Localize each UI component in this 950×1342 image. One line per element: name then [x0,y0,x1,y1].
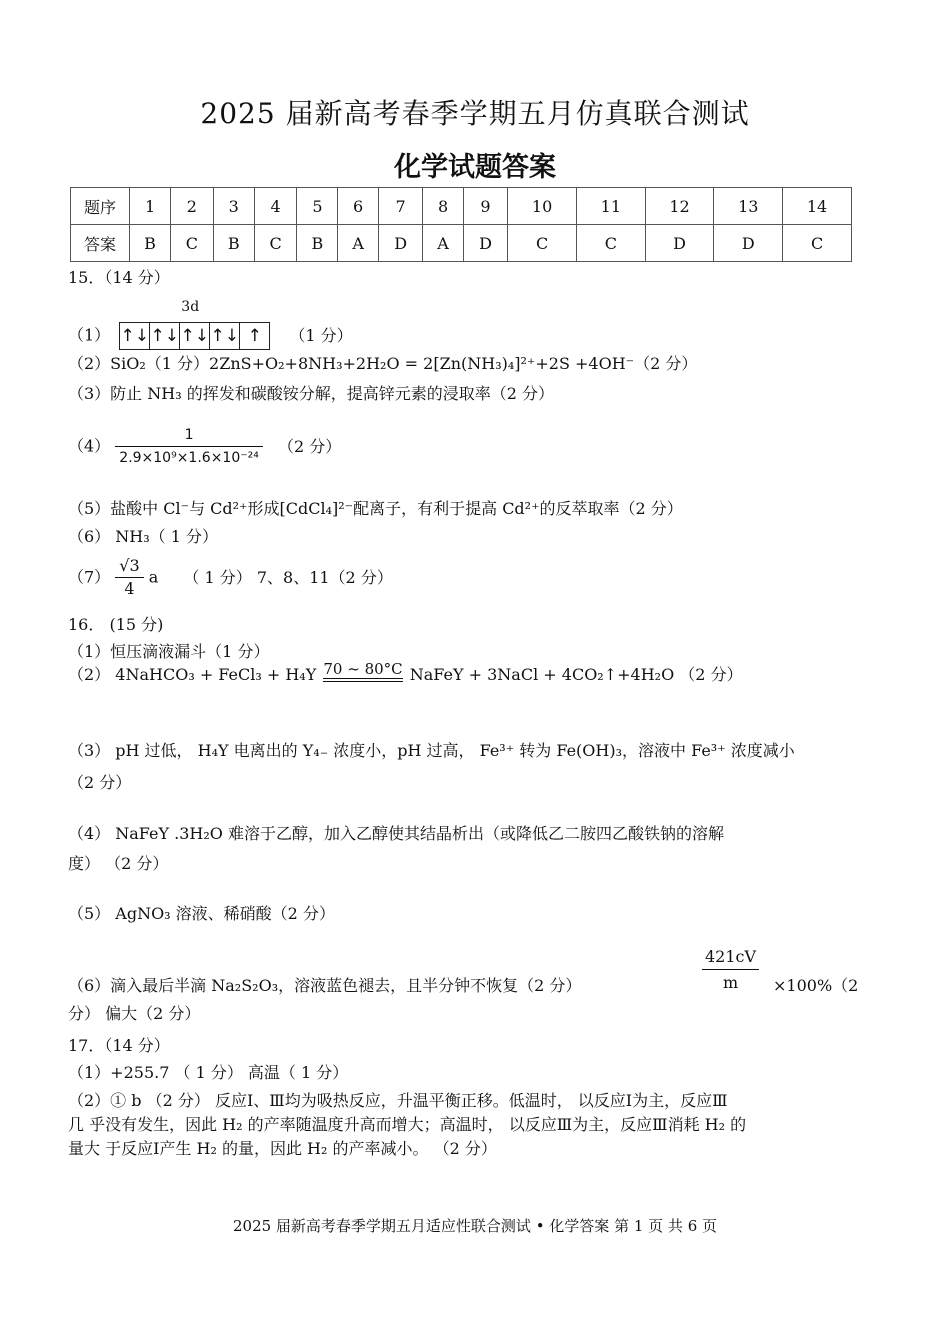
orbital-box: ↑ [247,326,262,346]
fraction-denominator: 2.9×10⁹×1.6×10⁻²⁴ [119,450,259,466]
answer-cell: D [645,225,714,262]
fraction-numerator: 1 [115,424,263,447]
row-label-number: 题序 [71,188,130,225]
answer-cell: C [254,225,297,262]
orbital-box: ↑↓ [210,323,240,349]
q16-part3-line2: （2 分） [68,773,132,792]
q15-part1-label: （1） [68,325,111,345]
q17-part1: （1）+255.7 （ 1 分） 高温（ 1 分） [68,1063,349,1082]
question-number-cell: 5 [297,188,338,225]
question-number-cell: 1 [130,188,171,225]
answer-cell: A [423,225,463,262]
q15-part1-score: （1 分） [289,325,353,345]
q15-part4-score: （2 分） [277,436,342,456]
orbital-box: ↑↓ [150,323,180,349]
q16-part4-line1: （4） NaFeY .3H₂O 难溶于乙醇，加入乙醇使其结晶析出（或降低乙二胺四乙酸铁钠的溶解 [68,824,724,843]
answer-cell: B [213,225,254,262]
answer-table-number-row [71,188,852,225]
q16-part2 [68,660,743,686]
q16-part2-reactants: 4NaHCO₃ + FeCl₃ + H₄Y [115,665,317,684]
reaction-condition-text: 70 ~ 80°C [323,660,403,678]
q15-part7-fraction [115,555,143,600]
document-title: 2025 届新高考春季学期五月仿真联合测试 [200,97,750,130]
answer-cell: A [338,225,378,262]
question-number-cell: 11 [576,188,645,225]
q15-part1 [68,299,353,350]
q17-part2-line3: 量大 于反应Ⅰ产生 H₂ 的量，因此 H₂ 的产率减小。 （2 分） [68,1139,497,1158]
answer-cell: C [508,225,577,262]
answer-table-answer-row [71,225,852,262]
answer-cell: D [378,225,422,262]
page-footer: 2025 届新高考春季学期五月适应性联合测试 • 化学答案 第 1 页 共 6 页 [232,1217,718,1235]
question-number-cell: 7 [378,188,422,225]
q15-part5: （5）盐酸中 Cl⁻与 Cd²⁺形成[CdCl₄]²⁻配离子，有利于提高 Cd²⁺的反萃取率（2 分） [68,499,683,518]
orbital-box: ↑↓ [180,323,210,349]
q16-part2-label: （2） [68,665,111,684]
answer-cell: D [714,225,783,262]
question-number-cell: 6 [338,188,378,225]
q15-part4-fraction [115,424,263,469]
q15-part4-label: （4） [68,436,111,456]
q15-part2: （2）SiO₂（1 分）2ZnS+O₂+8NH₃+2H₂O = 2[Zn(NH₃)₄]²⁺+2S +4OH⁻（2 分） [68,354,698,373]
fraction-numerator: √3 [115,555,143,578]
row-label-answer: 答案 [71,225,130,262]
answer-cell: C [576,225,645,262]
orbital-boxes [119,322,270,350]
answer-table [70,187,852,262]
q17-part2-line2: 几 乎没有发生，因此 H₂ 的产率随温度升高而增大；高温时， 以反应Ⅲ为主，反应Ⅲ消耗 H₂ 的 [68,1115,747,1134]
question-number-cell: 14 [783,188,852,225]
question-number-cell: 8 [423,188,463,225]
q16-part2-score: （2 分） [679,665,743,684]
q16-part2-products: NaFeY + 3NaCl + 4CO₂↑+4H₂O [409,665,675,684]
document-subtitle: 化学试题答案 [394,152,556,183]
question-number-cell: 10 [508,188,577,225]
q15-part7-label: （7） [68,567,111,587]
question-number-cell: 2 [171,188,214,225]
q17-part2-line1: （2）① b （2 分） 反应Ⅰ、Ⅲ均为吸热反应，升温平衡正移。低温时， 以反应Ⅰ为主，反应Ⅲ [68,1091,728,1110]
q16-part6: （6）滴入最后半滴 Na₂S₂O₃，溶液蓝色褪去，且半分钟不恢复（2 分） [68,976,582,995]
orbital-diagram [119,299,270,350]
question-number-cell: 9 [463,188,507,225]
q15-heading: 15．（14 分） [68,268,170,287]
fraction-denominator: 4 [124,579,135,598]
q16-part6-tail: ×100%（2 [773,976,859,995]
q16-part6-line2: 分） 偏大（2 分） [68,1004,201,1023]
question-number-cell: 4 [254,188,297,225]
q16-part1: （1）恒压滴液漏斗（1 分） [68,642,270,661]
q16-part4-line2: 度） （2 分） [68,854,169,873]
q15-part7-score: （ 1 分） 7、8、11（2 分） [183,567,393,587]
q15-part4 [68,424,341,469]
answer-cell: B [297,225,338,262]
q16-part6-fraction [702,945,759,996]
reaction-condition [323,660,402,686]
answer-cell: C [171,225,214,262]
answer-cell: B [130,225,171,262]
question-number-cell: 13 [714,188,783,225]
q15-part3: （3）防止 NH₃ 的挥发和碳酸铵分解，提高锌元素的浸取率（2 分） [68,384,554,403]
orbital-box: ↑↓ [120,323,150,349]
q15-part6: （6） NH₃（ 1 分） [68,527,218,546]
orbital-label: 3d [181,299,200,315]
question-number-cell: 3 [213,188,254,225]
q16-heading: 16． (15 分) [68,615,164,634]
fraction-denominator: m [722,973,739,992]
question-number-cell: 12 [645,188,714,225]
q15-part7-tail: a [148,567,159,587]
q16-part5: （5） AgNO₃ 溶液、稀硝酸（2 分） [68,904,335,923]
q16-part3-line1: （3） pH 过低， H₄Y 电离出的 Y₄₋ 浓度小，pH 过高， Fe³⁺ 转为 Fe(OH)₃，溶液中 Fe³⁺ 浓度减小 [68,741,795,760]
answer-cell: C [783,225,852,262]
equal-sign [323,678,402,682]
answer-cell: D [463,225,507,262]
q15-part7 [68,555,393,600]
q17-heading: 17．（14 分） [68,1036,170,1055]
fraction-numerator: 421cV [702,945,759,970]
